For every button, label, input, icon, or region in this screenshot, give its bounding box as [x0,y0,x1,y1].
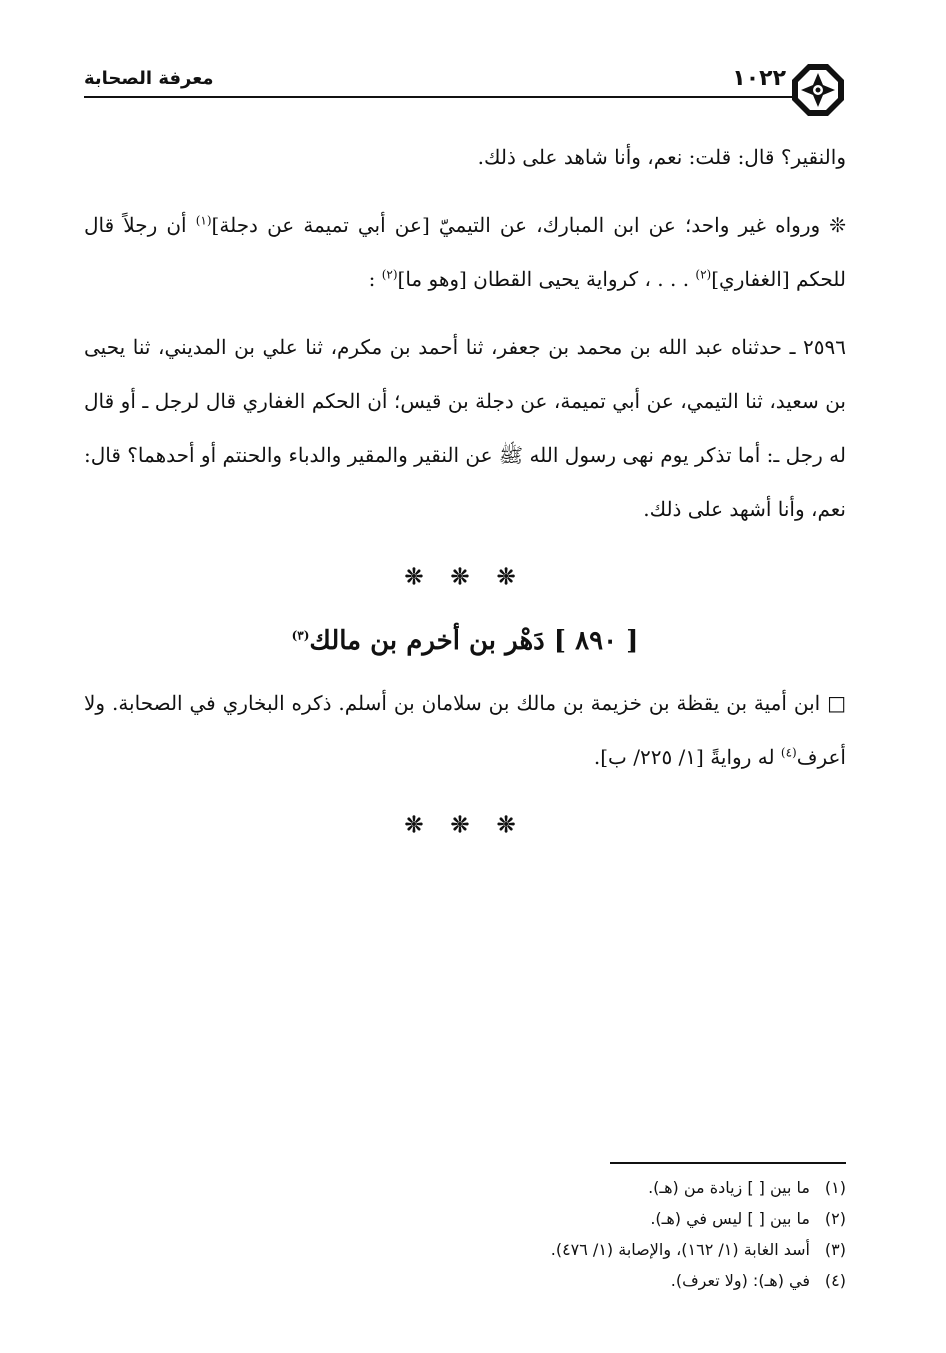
paragraph-text: . . . ، كرواية يحيى القطان [وهو ما] [397,267,696,291]
footnote-text: ما بين [ ] ليس في (هـ). [650,1209,810,1228]
footnote-text: ما بين [ ] زيادة من (هـ). [648,1178,810,1197]
main-text [84,130,846,862]
paragraph-text: ❊ ورواه غير واحد؛ عن ابن المبارك، عن التيميّ [عن أبي تميمة عن دجلة] [211,213,846,237]
entry-heading-text: [ ٨٩٠ ] دَهْر بن أخرم بن مالك [309,626,639,656]
footnote-number: (٤) [824,1271,846,1290]
footnote-marker: (٢) [695,267,712,282]
section-separator: ❊ ❊ ❊ [404,812,526,838]
paragraph-text: ٢٥٩٦ ـ حدثناه عبد الله بن محمد بن جعفر، ثنا أحمد بن مكرم، ثنا علي بن المديني، ثنا يحيى بن سعيد، ثنا التيمي، عن أبي تميمة، عن دجلة بن قيس؛ أن الحكم الغفاري قال لرجل ـ أو قال له رجل ـ: أما تذكر يوم نهى رسول الله ﷺ عن النقير والمقير والدباء والحنتم أو أحدهما؟ قال: نعم، وأنا أشهد على ذلك. [84,335,846,521]
footnote-text: في (هـ): (ولا تعرف). [670,1271,810,1290]
paragraph-text: □ ابن أمية بن يقظة بن خزيمة بن مالك بن سلامان بن أسلم. ذكره البخاري في الصحابة. ولا أعرف [84,691,846,769]
paragraph-hadith [84,320,846,536]
header-rule [84,96,798,98]
paragraph-continuation [84,130,846,184]
footnote-number: (١) [824,1178,846,1197]
paragraph-narration [84,198,846,306]
footnote-rule [610,1162,846,1164]
running-title: معرفة الصحابة [84,68,214,89]
footnote-text: أسد الغابة (١/ ١٦٢)، والإصابة (١/ ٤٧٦). [550,1240,810,1259]
footnote [84,1172,846,1203]
footnote-marker: (١) [195,213,212,228]
paragraph-text: أن رجلاً قال للحكم [الغفاري] [84,213,846,291]
section-separator: ❊ ❊ ❊ [404,564,526,590]
octagonal-ornament-icon [790,62,846,118]
footnotes [84,1172,846,1296]
page-number: ١٠٢٢ [732,66,786,91]
paragraph-text: والنقير؟ قال: قلت: نعم، وأنا شاهد على ذلك. [477,145,846,169]
footnote-number: (٣) [824,1240,846,1259]
footnote-number: (٢) [824,1209,846,1228]
footnote-marker: (٤) [780,745,797,760]
footnote [84,1265,846,1296]
footnote [84,1203,846,1234]
footnote-marker: (٢) [381,267,398,282]
entry-heading [84,614,846,668]
paragraph-text: : [368,267,382,291]
footnote [84,1234,846,1265]
footnote-marker: (٣) [291,628,310,643]
entry-text [84,676,846,784]
paragraph-text: له روايةً [١/ ٢٢٥/ ب]. [593,745,781,769]
